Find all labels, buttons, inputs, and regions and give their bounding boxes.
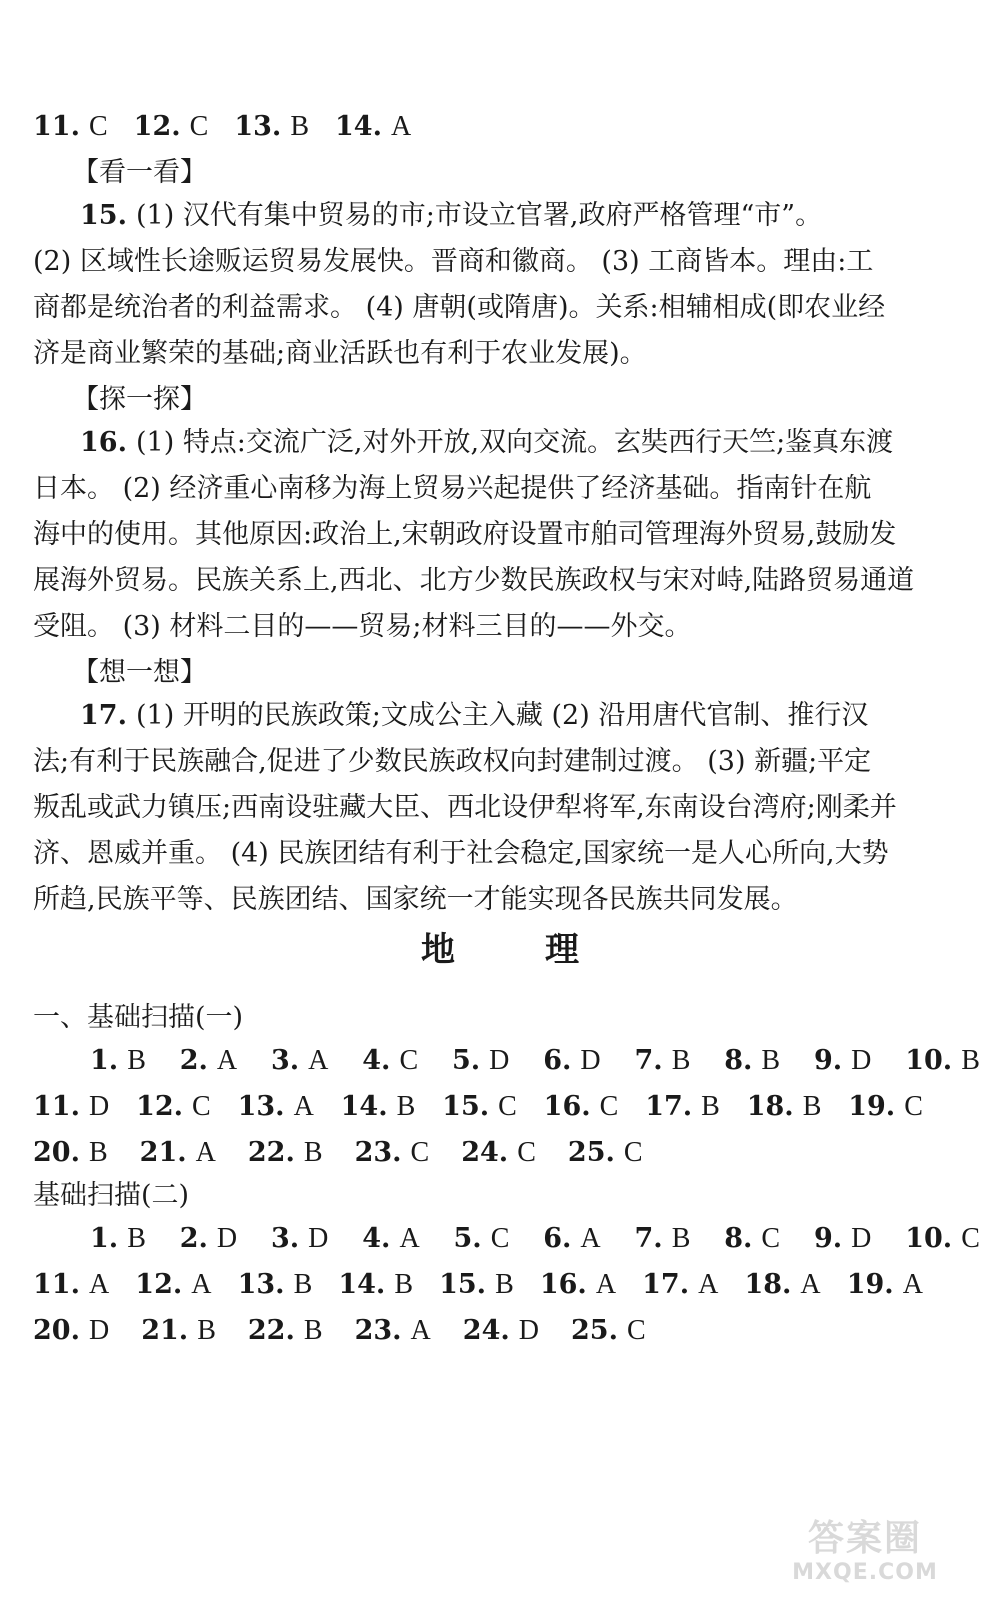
answer-item [454,1216,510,1262]
answer-choice: C [904,1091,923,1122]
answer-item [362,1216,419,1262]
answer-choice: A [191,1269,212,1300]
answer-number: 1. [90,1045,119,1076]
answer-number: 16. [543,1091,591,1122]
answer-choice: D [88,1091,110,1122]
answer-choice: B [671,1223,691,1254]
answer-item [140,1130,216,1176]
watermark-bottom: MXQE.COM [792,1560,938,1585]
answer-choice: B [802,1091,822,1122]
answer-number: 18. [744,1269,792,1300]
answer-choice: A [580,1223,601,1254]
answer-choice: C [626,1315,646,1346]
answer-item [814,1038,871,1084]
answer-choice: A [902,1269,923,1300]
q15-text1: (1) 汉代有集中贸易的市;市设立官署,政府严格管理“市”。 [135,200,823,231]
answer-item [724,1216,780,1262]
answer-choice: C [490,1223,510,1254]
answer-number: 13. [237,1269,285,1300]
answer-number: 3. [270,1223,300,1254]
answer-item [568,1130,643,1176]
q16-number: 16. [80,427,127,458]
answer-number: 24. [462,1315,510,1346]
answer-item [33,1084,109,1130]
answer-number: 14. [340,1091,388,1122]
answer-choice: B [303,1137,323,1168]
q17-number: 17. [80,700,127,731]
answer-choice: D [308,1223,329,1254]
answer-choice: A [308,1045,329,1076]
answer-choice: D [851,1045,872,1076]
answer-item [271,1216,328,1262]
subject-char-1: 地 [421,930,455,970]
answer-choice: A [391,111,412,142]
answer-choice: A [216,1045,238,1076]
answer-number: 6. [543,1223,572,1254]
answer-item [847,1262,923,1308]
q16-line3: 海中的使用。其他原因:政治上,宋朝政府设置市舶司管理海外贸易,鼓励发 [33,519,897,550]
answer-choice: A [195,1137,216,1168]
answer-choice: B [88,1137,108,1168]
answer-number: 12. [133,111,181,142]
scan1-row1 [90,1038,980,1084]
answer-number: 14. [335,111,382,142]
q17-line3: 叛乱或武力镇压;西南设驻藏大臣、西北设伊犁将军,东南设台湾府;刚柔并 [33,792,897,823]
answer-item [540,1262,616,1308]
section-kan: 【看一看】 [72,157,207,188]
answer-choice: D [580,1045,601,1076]
answer-number: 11. [33,1091,80,1122]
answer-choice: A [293,1091,314,1122]
answer-number: 25. [571,1315,618,1346]
answer-item [335,104,411,150]
q16-line5: 受阻。 (3) 材料二目的——贸易;材料三目的——外交。 [33,611,692,642]
answer-item [341,1084,416,1130]
answer-choice: C [399,1045,419,1076]
answer-number: 9. [813,1223,843,1254]
answer-number: 15. [439,1269,487,1300]
answer-number: 19. [846,1269,894,1300]
answer-number: 10. [905,1045,953,1076]
watermark-logo [760,1518,970,1592]
answer-choice: B [290,111,310,142]
answer-number: 12. [136,1091,184,1122]
answer-number: 8. [724,1045,753,1076]
scan2-title: 基础扫描(二) [33,1180,190,1211]
answer-choice: B [701,1091,720,1122]
answer-number: 6. [543,1045,572,1076]
q17-text1: (1) 开明的民族政策;文成公主入藏 (2) 沿用唐代官制、推行汉 [135,700,869,731]
scan2-row2 [33,1262,923,1308]
answer-choice: D [518,1315,539,1346]
answer-number: 14. [338,1269,386,1300]
answer-item [134,104,209,150]
answer-number: 7. [634,1045,663,1076]
answer-item [33,1262,109,1308]
answer-item [248,1130,323,1176]
answer-item [180,1216,237,1262]
answer-number: 21. [141,1315,189,1346]
q16-line1 [80,420,1000,466]
answer-choice: A [800,1269,821,1300]
q15-line1 [80,193,1000,239]
q17-line5: 所趋,民族平等、民族团结、国家统一才能实现各民族共同发展。 [33,884,798,915]
answer-item [642,1262,718,1308]
q15-line4: 济是商业繁荣的基础;商业活跃也有利于农业发展)。 [33,338,647,369]
answer-number: 2. [179,1223,208,1254]
answer-number: 17. [645,1091,693,1122]
answer-number: 8. [724,1223,753,1254]
answer-choice: B [394,1269,414,1300]
answer-number: 5. [451,1045,481,1076]
answer-item [33,1130,108,1176]
answer-choice: B [293,1269,313,1300]
answer-number: 19. [848,1091,896,1122]
scan1-title: 一、基础扫描(一) [33,1002,244,1033]
answer-number: 22. [247,1137,295,1168]
answer-number: 17. [642,1269,690,1300]
section-xiang: 【想一想】 [72,657,207,688]
q17-line4: 济、恩威并重。 (4) 民族团结有利于社会稳定,国家统一是人心所向,大势 [33,838,889,869]
answer-choice: A [698,1269,719,1300]
answer-item [234,104,309,150]
answer-item [442,1084,517,1130]
answer-item [543,1038,600,1084]
answer-number: 20. [33,1137,80,1168]
q17-line2: 法;有利于民族融合,促进了少数民族政权向封建制过渡。 (3) 新疆;平定 [33,746,872,777]
q16-line2: 日本。 (2) 经济重心南移为海上贸易兴起提供了经济基础。指南针在航 [33,473,872,504]
answer-choice: B [961,1045,980,1076]
answer-choice: D [489,1045,510,1076]
answer-item [362,1038,418,1084]
answer-number: 11. [33,111,80,142]
answer-choice: A [399,1223,420,1254]
answer-item [571,1308,646,1354]
answer-item [33,104,108,150]
answer-item [136,1084,211,1130]
answer-choice: B [197,1315,216,1346]
answer-item [747,1084,822,1130]
answer-item [724,1038,780,1084]
answer-item [848,1084,923,1130]
scan2-row1 [90,1216,980,1262]
q16-text1: (1) 特点:交流广泛,对外开放,双向交流。玄奘西行天竺;鉴真东渡 [135,427,894,458]
q15-line2: (2) 区域性长途贩运贸易发展快。晋商和徽商。 (3) 工商皆本。理由:工 [33,246,874,277]
answer-number: 21. [139,1137,187,1168]
answer-number: 7. [634,1223,663,1254]
answer-number: 10. [905,1223,953,1254]
answer-item [635,1216,691,1262]
answer-choice: D [88,1315,110,1346]
answer-choice: C [961,1223,980,1254]
answer-number: 2. [179,1045,208,1076]
answer-item [248,1308,323,1354]
answer-number: 5. [453,1223,482,1254]
answer-number: 20. [33,1315,80,1346]
answer-choice: A [410,1315,431,1346]
answer-item [355,1130,430,1176]
answer-choice: B [671,1045,691,1076]
answer-number: 11. [33,1269,80,1300]
answer-number: 4. [362,1045,391,1076]
history-answers-11-14 [33,104,978,150]
answer-number: 16. [539,1269,587,1300]
watermark-top: 答案圈 [807,1518,922,1559]
answer-item [338,1262,413,1308]
answer-number: 23. [354,1315,402,1346]
answer-item [905,1038,980,1084]
subject-char-2: 理 [545,930,579,970]
answer-choice: C [761,1223,781,1254]
subject-heading [0,925,1000,975]
answer-choice: D [216,1223,238,1254]
q15-line3: 商都是统治者的利益需求。 (4) 唐朝(或隋唐)。关系:相辅相成(即农业经 [33,292,886,323]
answer-item [744,1262,820,1308]
answer-number: 4. [362,1223,391,1254]
answer-number: 1. [90,1223,119,1254]
answer-choice: A [88,1269,110,1300]
answer-item [238,1084,314,1130]
answer-item [33,1308,109,1354]
answer-item [543,1216,600,1262]
answer-choice: B [396,1091,416,1122]
answer-number: 15. [442,1091,490,1122]
answer-choice: C [410,1137,430,1168]
answer-choice: B [761,1045,781,1076]
answer-number: 25. [567,1137,615,1168]
answer-item [180,1038,237,1084]
answer-number: 9. [813,1045,843,1076]
answer-choice: D [851,1223,872,1254]
answer-item [439,1262,514,1308]
answer-number: 18. [746,1091,794,1122]
answer-choice: C [88,111,108,142]
answer-choice: C [623,1137,643,1168]
q16-line4: 展海外贸易。民族关系上,西北、北方少数民族政权与宋对峙,陆路贸易通道 [33,565,915,596]
answer-item [452,1038,509,1084]
answer-number: 24. [461,1137,509,1168]
answer-number: 13. [237,1091,285,1122]
answer-item [90,1038,146,1084]
q17-line1 [80,693,1000,739]
answer-item [461,1130,536,1176]
scan1-row3 [33,1130,978,1176]
answer-choice: B [495,1269,514,1300]
answer-choice: C [498,1091,517,1122]
answer-item [271,1038,328,1084]
answer-item [238,1262,313,1308]
answer-choice: B [127,1045,146,1076]
answer-choice: C [189,111,209,142]
answer-choice: B [127,1223,146,1254]
answer-choice: B [303,1315,323,1346]
answer-number: 23. [354,1137,402,1168]
answer-number: 22. [247,1315,295,1346]
answer-item [355,1308,431,1354]
answer-choice: A [595,1269,617,1300]
answer-item [141,1308,216,1354]
answer-number: 13. [234,111,282,142]
answer-choice: C [192,1091,211,1122]
answer-item [814,1216,871,1262]
answer-item [645,1084,720,1130]
answer-choice: C [599,1091,619,1122]
scan2-row3 [33,1308,978,1354]
answer-item [905,1216,980,1262]
answer-item [463,1308,539,1354]
answer-choice: C [517,1137,536,1168]
answer-number: 3. [270,1045,300,1076]
answer-number: 12. [135,1269,183,1300]
q15-number: 15. [80,200,127,231]
answer-item [135,1262,211,1308]
scan1-row2 [33,1084,923,1130]
answer-item [544,1084,619,1130]
answer-item [635,1038,691,1084]
section-tan: 【探一探】 [72,384,207,415]
answer-item [90,1216,146,1262]
